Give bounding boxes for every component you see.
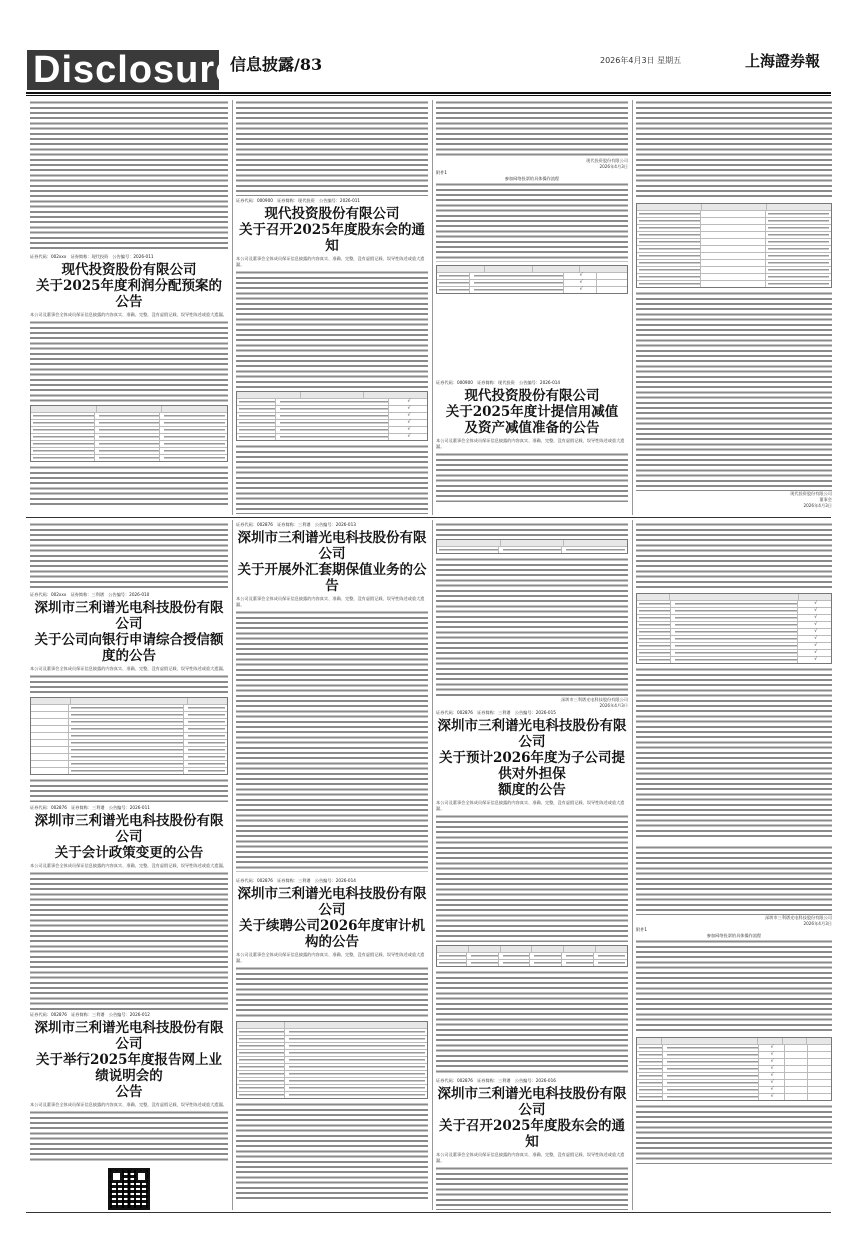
- body-text: [236, 100, 428, 196]
- body-text: [436, 100, 628, 158]
- body-text: [30, 1110, 228, 1162]
- body-text: [30, 871, 228, 1010]
- announcement-earnings-briefing: [30, 1012, 228, 1210]
- announcement-title-line2: 公告: [115, 1084, 143, 1100]
- body-text: [30, 522, 228, 590]
- data-table: [30, 405, 228, 462]
- article-board-resolution: [30, 522, 228, 590]
- disclaimer-statement: 本公司及董事会全体成员保证信息披露的内容真实、准确、完整，没有虚假记载、误导性陈述或重大遗漏。: [30, 666, 227, 671]
- body-text: [236, 444, 428, 514]
- company-name: 现代投资股份有限公司: [61, 262, 197, 278]
- body-text: [636, 100, 832, 200]
- signature-company: 深圳市三利谱光电科技股份有限公司: [560, 697, 628, 702]
- company-name: 现代投资股份有限公司: [264, 206, 400, 222]
- body-text: [30, 778, 228, 802]
- qr-code-image[interactable]: [108, 1168, 150, 1210]
- announcement-subsidiary-guarantee: [436, 710, 628, 1075]
- impairment-table: [636, 203, 832, 288]
- column-divider: [232, 520, 233, 1210]
- disclaimer-statement: 本公司及董事会全体成员保证信息披露的内容真实、准确、完整，没有虚假记载、误导性陈述或重大遗漏。: [436, 438, 625, 449]
- announcement-impairment-provision: [436, 380, 628, 514]
- announcement-title-line2: 额度的公告: [498, 782, 566, 798]
- stock-code-line: 证券代码：000900 证券简称：现代投资 公告编号：2026-014: [436, 380, 561, 385]
- announcement-fx-hedging: [236, 522, 428, 872]
- column-divider: [232, 100, 233, 515]
- announcement-title: 关于召开2025年度股东会的通知: [438, 1118, 626, 1150]
- body-text: [436, 522, 628, 536]
- disclaimer-statement: 本公司及董事会全体成员保证信息披露的内容真实、准确、完整，没有虚假记载、误导性陈述或重大遗漏。: [236, 952, 425, 963]
- body-text: [436, 1166, 628, 1210]
- attachment-title: 参加网络投票的具体操作流程: [504, 176, 560, 181]
- proxy-voting-table: √ √ √ √ √ √ √ √: [636, 1037, 832, 1101]
- guarantee-table: [436, 945, 628, 967]
- disclaimer-statement: 本公司及董事会全体成员保证信息披露的内容真实、准确、完整，没有虚假记载、误导性陈述或重大遗漏。: [30, 1102, 227, 1107]
- announcement-title-line2: 及资产减值准备的公告: [464, 420, 600, 436]
- section-title: 信息披露/83: [230, 55, 323, 74]
- disclaimer-statement: 本公司及董事会全体成员保证信息披露的内容真实、准确、完整，没有虚假记载、误导性陈述或重大遗漏。: [30, 312, 227, 317]
- announcement-shareholder-meeting: [236, 198, 428, 514]
- attachment-online-voting: [636, 845, 832, 1210]
- article-continuation: [30, 100, 228, 252]
- signature-company: 现代投资股份有限公司: [790, 491, 832, 496]
- section-divider: [26, 517, 831, 518]
- body-text: [636, 1104, 832, 1164]
- disclaimer-statement: 本公司及董事会全体成员保证信息披露的内容真实、准确、完整，没有虚假记载、误导性陈述或重大遗漏。: [436, 1152, 625, 1163]
- article-continuation: [436, 522, 628, 707]
- column-divider: [432, 520, 433, 1210]
- stock-code-line: 证券代码：002876 证券简称：三利谱 公告编号：2026-011: [30, 805, 150, 810]
- column-divider: [632, 520, 633, 1210]
- body-text: [636, 522, 832, 590]
- body-text: [436, 182, 628, 262]
- proposal-table: √ √ √ √ √ √: [236, 391, 428, 441]
- proxy-table: √ √ √: [436, 265, 628, 294]
- announcement-title-line1: 关于预计2026年度为子公司提供对外担保: [438, 750, 626, 782]
- body-text: [236, 1102, 428, 1202]
- company-name: 深圳市三利谱光电科技股份有限公司: [437, 1086, 627, 1118]
- body-text: [30, 674, 228, 694]
- signature-company: 深圳市三利谱光电科技股份有限公司: [764, 915, 832, 920]
- header-rule-thin: [26, 95, 831, 96]
- announcement-title: 关于会计政策变更的公告: [54, 845, 204, 861]
- announcement-title: 关于开展外汇套期保值业务的公告: [237, 562, 427, 594]
- body-text: [436, 970, 628, 1075]
- footer-rule: [26, 1212, 831, 1213]
- body-text: [30, 100, 228, 252]
- article-continuation: [636, 522, 832, 842]
- company-name: 深圳市三利谱光电科技股份有限公司: [34, 600, 224, 632]
- article-continuation: [436, 100, 628, 310]
- announcement-title-line1: 关于举行2025年度报告网上业绩说明会的: [35, 1052, 223, 1084]
- stock-code-line: 证券代码：002876 证券简称：三利谱 公告编号：2026-013: [236, 522, 356, 527]
- company-name: 深圳市三利谱光电科技股份有限公司: [34, 1020, 224, 1052]
- body-text: [636, 291, 832, 491]
- announcement-shareholder-meeting-2: [436, 1078, 628, 1210]
- announcement-title: 关于2025年度利润分配预案的公告: [35, 278, 223, 310]
- proposal-table: √ √ √ √ √ √ √ √ √: [636, 593, 832, 664]
- announcement-title: 关于召开2025年度股东会的通知: [238, 222, 426, 254]
- disclaimer-statement: 本公司及董事会全体成员保证信息披露的内容真实、准确、完整，没有虚假记载、误导性陈述或重大遗漏。: [236, 256, 425, 267]
- announcement-profit-distribution: [30, 254, 228, 514]
- attachment-label: 附件1: [636, 927, 648, 932]
- column-divider: [632, 100, 633, 515]
- stock-code-line: 证券代码：002xxx 证券简称：三利谱 公告编号：2026-010: [30, 592, 150, 597]
- body-text: [436, 557, 628, 697]
- attachment-label: 附件1: [436, 170, 448, 175]
- stock-code-line: 证券代码：000900 证券简称：现代投资 公告编号：2026-011: [236, 198, 361, 203]
- article-continuation: [636, 100, 832, 514]
- announcement-auditor-reappointment: [236, 878, 428, 1210]
- body-text: [236, 270, 428, 388]
- stock-code-line: 证券代码：002876 证券简称：三利谱 公告编号：2026-016: [436, 1078, 556, 1083]
- stock-code-line: 证券代码：002876 证券简称：三利谱 公告编号：2026-014: [236, 878, 356, 883]
- stock-code-line: 证券代码：002xxx 证券简称：现代投资 公告编号：2026-011: [30, 254, 154, 259]
- announcement-accounting-policy-change: [30, 805, 228, 1010]
- announcement-title: 关于续聘公司2026年度审计机构的公告: [238, 918, 426, 950]
- body-text: [436, 452, 628, 502]
- company-name: 深圳市三利谱光电科技股份有限公司: [237, 886, 427, 918]
- header-rule-thick: [26, 92, 831, 94]
- stock-code-line: 证券代码：002876 证券简称：三利谱 公告编号：2026-015: [436, 710, 556, 715]
- body-text: [30, 465, 228, 507]
- signature-date: 2026年4月3日: [599, 164, 628, 169]
- announcement-title: 关于公司向银行申请综合授信额度的公告: [34, 632, 224, 664]
- body-text: [236, 966, 428, 1018]
- stock-code-line: 证券代码：002876 证券简称：三利谱 公告编号：2026-012: [30, 1012, 150, 1017]
- credit-table: [30, 697, 228, 775]
- signature-board: 董事会: [819, 497, 832, 502]
- column-divider: [432, 100, 433, 515]
- article-continuation: [236, 100, 428, 196]
- masthead: [0, 0, 857, 96]
- body-text: [436, 814, 628, 942]
- attachment-title: 参加网络投票的具体操作流程: [706, 933, 762, 938]
- company-name: 现代投资股份有限公司: [464, 388, 600, 404]
- signature-company: 现代投资股份有限公司: [586, 158, 628, 163]
- signature-date: 2026年4月3日: [599, 703, 628, 707]
- audit-fee-table: [436, 539, 628, 554]
- company-name: 深圳市三利谱光电科技股份有限公司: [34, 813, 224, 845]
- company-name: 深圳市三利谱光电科技股份有限公司: [437, 718, 627, 750]
- company-name: 深圳市三利谱光电科技股份有限公司: [237, 530, 427, 562]
- body-text: [30, 320, 228, 402]
- signature-date: 2026年4月3日: [803, 503, 832, 508]
- disclaimer-statement: 本公司及董事会全体成员保证信息披露的内容真实、准确、完整，没有虚假记载、误导性陈述或重大遗漏。: [30, 863, 227, 868]
- disclaimer-statement: 本公司及董事会全体成员保证信息披露的内容真实、准确、完整，没有虚假记载、误导性陈述或重大遗漏。: [436, 800, 625, 811]
- body-text: [636, 667, 832, 837]
- body-text: [636, 939, 832, 1034]
- auditor-info-table: [236, 1021, 428, 1099]
- signature-date: 2026年4月3日: [803, 921, 832, 926]
- body-text: [236, 610, 428, 872]
- disclaimer-statement: 本公司及董事会全体成员保证信息披露的内容真实、准确、完整，没有虚假记载、误导性陈述或重大遗漏。: [236, 596, 425, 607]
- body-text: [636, 845, 832, 915]
- announcement-title-line1: 关于2025年度计提信用减值: [445, 404, 619, 420]
- announcement-bank-credit-line: [30, 592, 228, 802]
- issue-date: 2026年4月3日 星期五: [600, 56, 682, 65]
- disclosure-logo: Disclosure: [27, 50, 219, 90]
- newspaper-name: 上海證券報: [745, 52, 821, 70]
